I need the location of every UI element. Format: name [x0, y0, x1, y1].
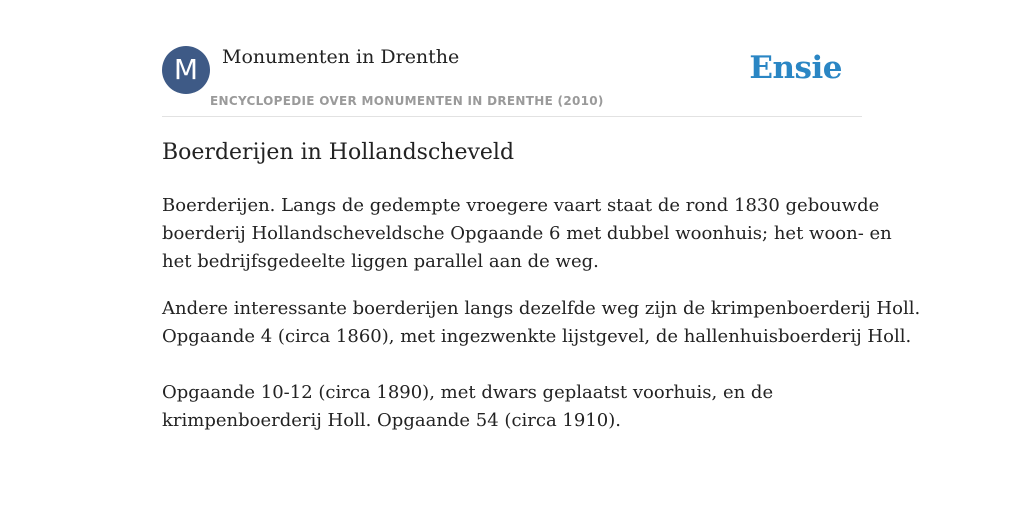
article-paragraph — [162, 192, 892, 276]
source-subtitle: ENCYCLOPEDIE OVER MONUMENTEN IN DRENTHE (2010) — [210, 94, 604, 108]
paragraph-line: Andere interessante boerderijen langs dezelfde weg zijn de krimpenboerderij Holl. — [162, 298, 921, 319]
paragraph-gap — [162, 351, 862, 379]
paragraph-line: Boerderijen. Langs de gedempte vroegere vaart staat de rond 1830 gebouwde — [162, 195, 880, 216]
article-body — [162, 192, 921, 454]
source-header — [162, 46, 862, 117]
source-avatar[interactable]: M — [162, 46, 210, 94]
paragraph-line: Opgaande 10-12 (circa 1890), met dwars geplaatst voorhuis, en de — [162, 382, 774, 403]
paragraph-line: Opgaande 4 (circa 1860), met ingezwenkte lijstgevel, de hallenhuisboerderij Holl. — [162, 326, 912, 347]
paragraph-line: boerderij Hollandscheveldsche Opgaande 6 met dubbel woonhuis; het woon- en — [162, 223, 892, 244]
source-title-link[interactable]: Monumenten in Drenthe — [222, 46, 460, 68]
ensie-logo-link[interactable]: Ensie — [749, 50, 842, 86]
article-title: Boerderijen in Hollandscheveld — [162, 140, 515, 165]
paragraph-line: krimpenboerderij Holl. Opgaande 54 (circa 1910). — [162, 410, 621, 431]
paragraph-line: het bedrijfsgedeelte liggen parallel aan de weg. — [162, 251, 599, 272]
article-paragraph — [162, 295, 921, 435]
